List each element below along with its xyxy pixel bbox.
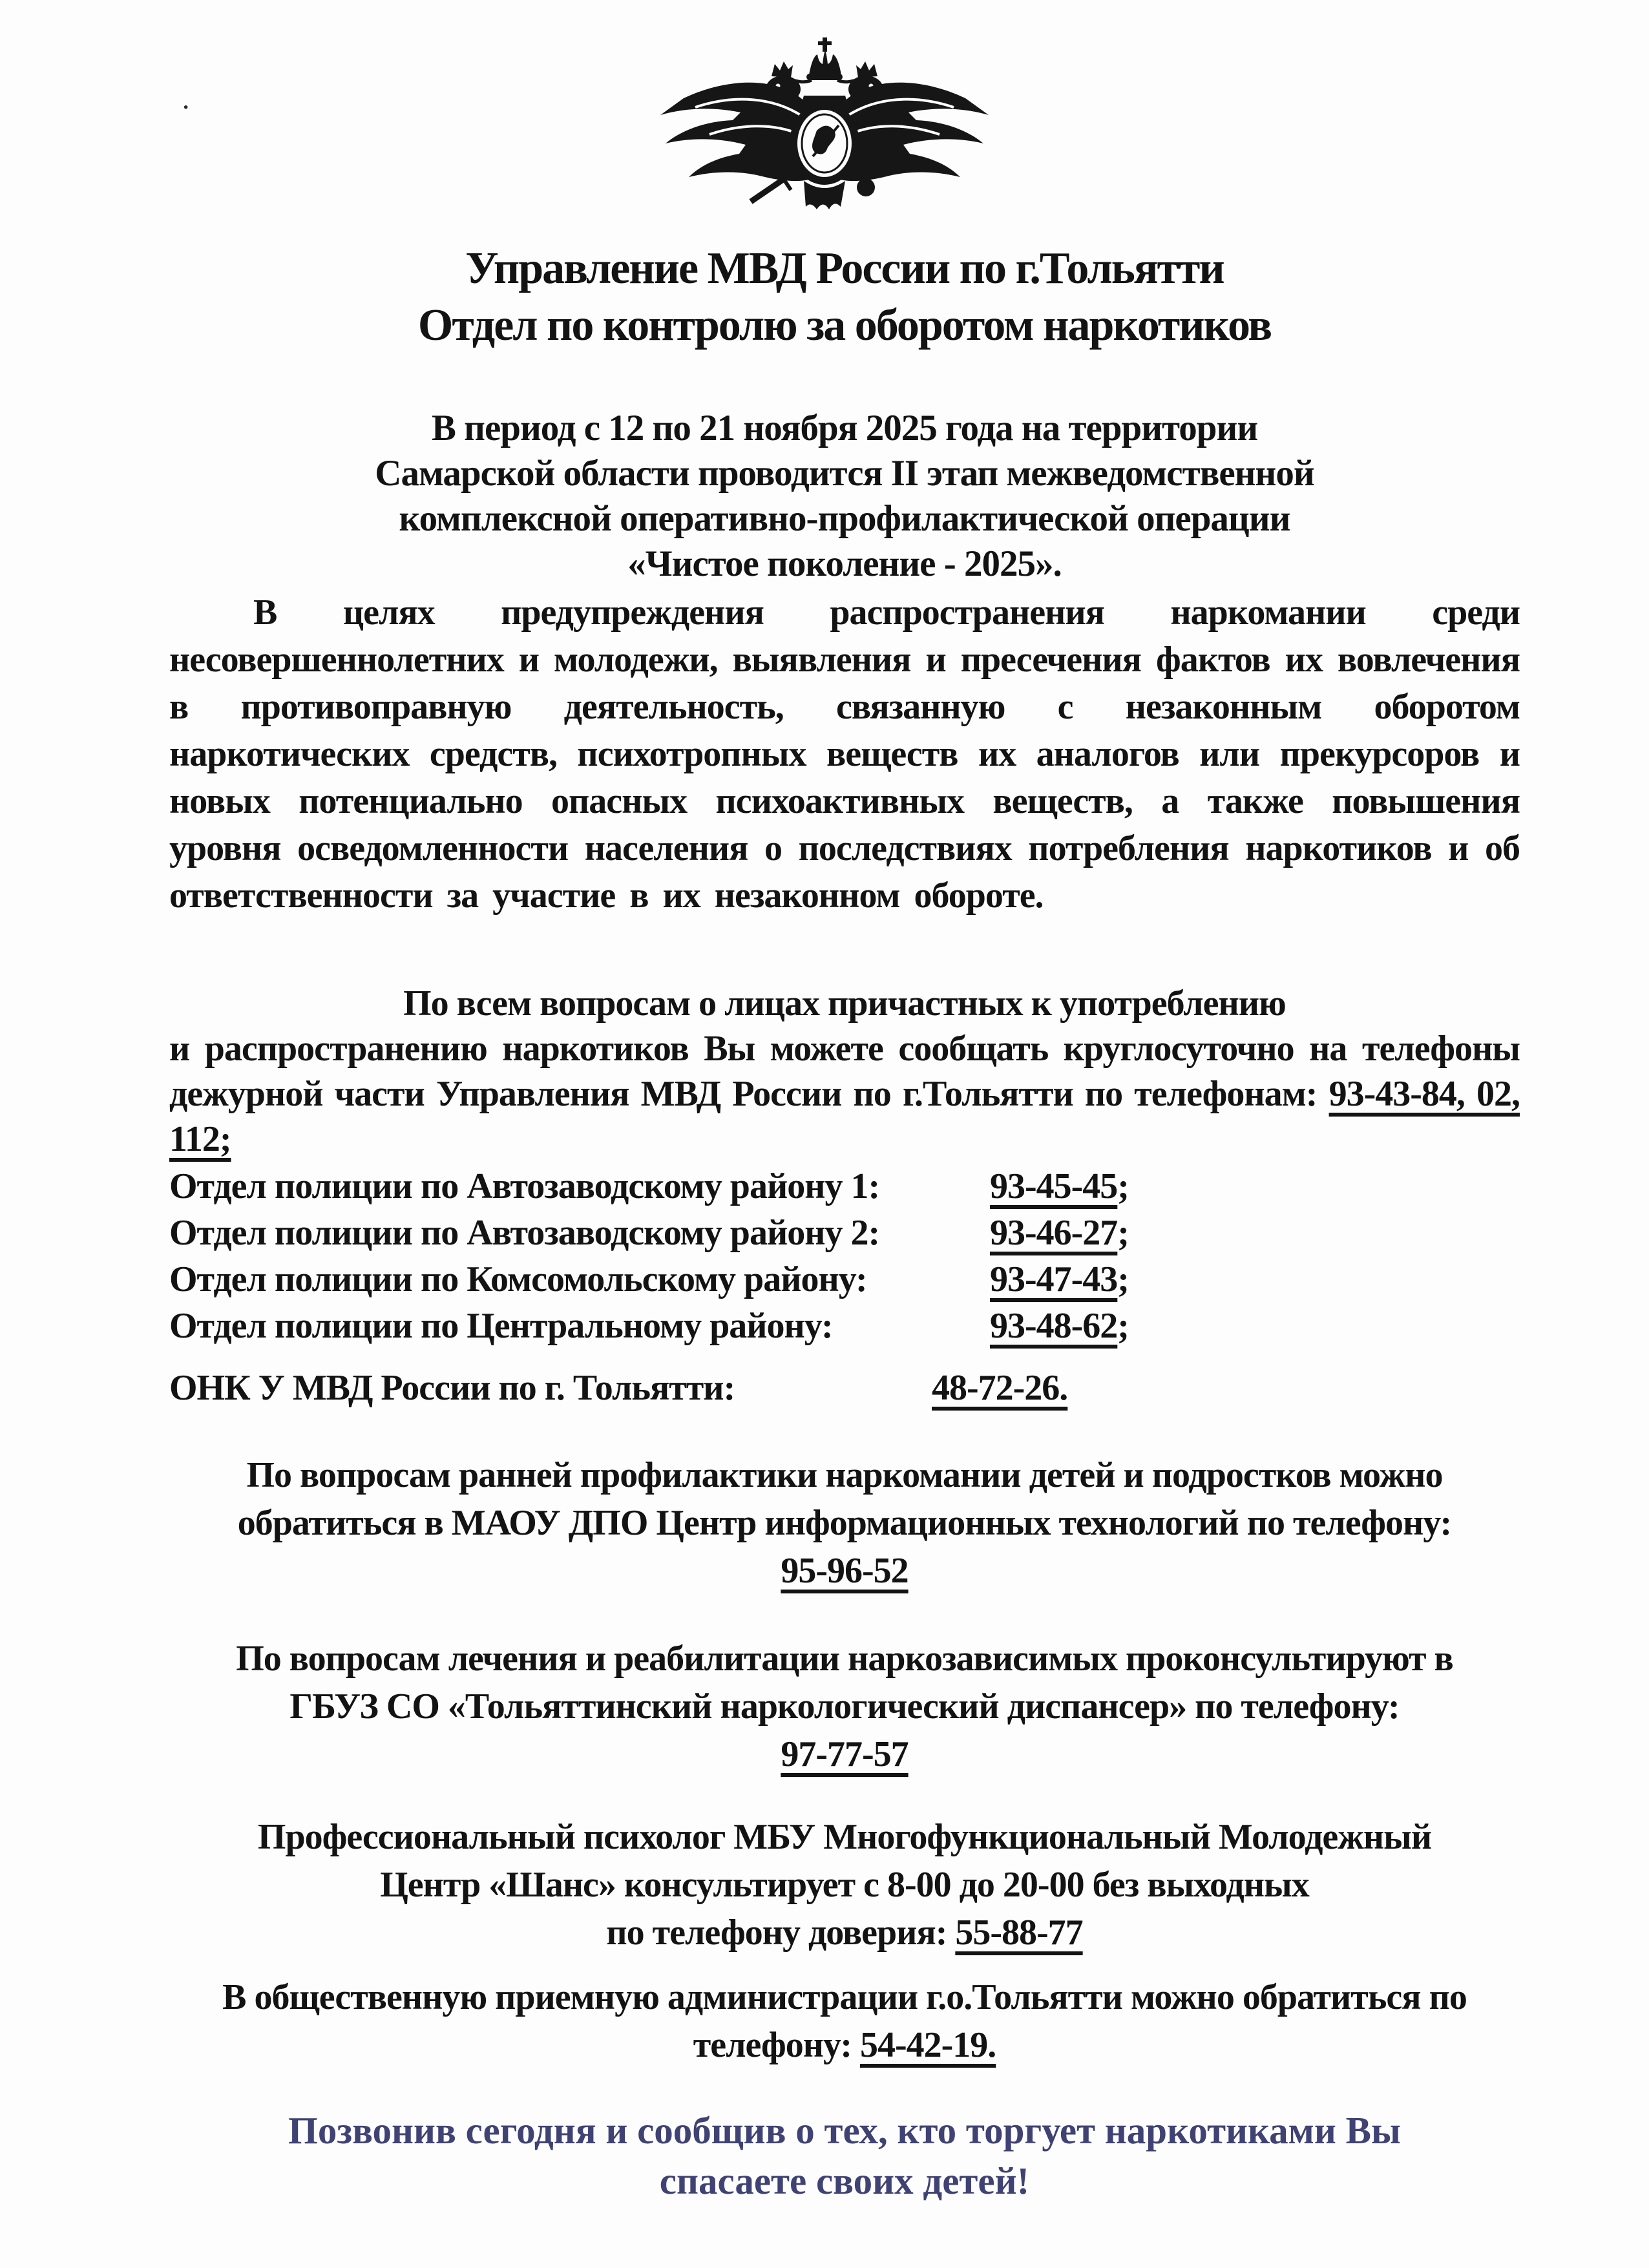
treatment-line1: По вопросам лечения и реабилитации наркозависимых проконсультируют в xyxy=(236,1639,1453,1679)
period-line: «Чистое поколение - 2025». xyxy=(627,543,1062,584)
administration-phone: 54-42-19. xyxy=(859,2025,996,2065)
psychologist-phone-prefix: по телефону доверия: xyxy=(606,1913,956,1953)
police-department-list xyxy=(169,1163,1520,1349)
administration-line1: В общественную приемную администрации г.о.Тольятти можно обратиться по xyxy=(222,1977,1467,2017)
operation-period-paragraph xyxy=(169,406,1520,587)
psychologist-line1: Профессиональный психолог МБУ Многофункциональный Молодежный xyxy=(257,1817,1432,1857)
administration-phone-prefix: телефону: xyxy=(693,2025,860,2065)
scan-artifact-dot: · xyxy=(182,96,189,120)
prevention-phone-line xyxy=(169,1547,1520,1595)
prevention-line2: обратиться в МАОУ ДПО Центр информационных технологий по телефону: xyxy=(237,1503,1452,1543)
administration-phone-line xyxy=(169,2021,1520,2069)
treatment-line2: ГБУЗ СО «Тольяттинский наркологический диспансер» по телефону: xyxy=(289,1686,1400,1727)
double-headed-eagle-icon xyxy=(650,34,999,227)
appeal-line2: спасаете своих детей! xyxy=(659,2159,1030,2202)
administration-section xyxy=(169,1973,1520,2069)
department-phone: 93-47-43; xyxy=(990,1259,1129,1299)
department-row xyxy=(169,1256,1520,1303)
report-body xyxy=(169,1026,1520,1162)
prevention-phone: 95-96-52 xyxy=(781,1551,909,1591)
report-first-line: По всем вопросам о лицах причастных к употреблению xyxy=(403,983,1286,1024)
period-line: комплексной оперативно-профилактической операции xyxy=(399,498,1290,539)
report-body-text: и распространению наркотиков Вы можете сообщать круглосуточно на телефоны дежурной части Управления МВД России по г.Тольятти по телефонам: xyxy=(169,1029,1520,1114)
prevention-section xyxy=(169,1451,1520,1595)
prevention-line1: По вопросам ранней профилактики наркомании детей и подростков можно xyxy=(246,1455,1443,1495)
department-phone: 93-48-62; xyxy=(990,1306,1129,1346)
org-title-line2: Отдел по контролю за оборотом наркотиков xyxy=(417,300,1272,350)
department-label: Отдел полиции по Центральному району: xyxy=(169,1306,833,1346)
psychologist-section xyxy=(169,1813,1520,1957)
org-title xyxy=(169,240,1520,354)
onk-label: ОНК У МВД России по г. Тольятти: xyxy=(169,1368,735,1408)
report-contacts-paragraph xyxy=(169,981,1520,1162)
psychologist-phone-line xyxy=(169,1909,1520,1957)
department-phone: 93-45-45; xyxy=(990,1166,1129,1206)
report-phone-numbers: 93-43-84, 02, 112; xyxy=(169,1074,1520,1159)
department-label: Отдел полиции по Комсомольскому району: xyxy=(169,1259,867,1299)
psychologist-line2: Центр «Шанс» консультирует с 8-00 до 20-00 без выходных xyxy=(380,1865,1309,1905)
department-phone: 93-46-27; xyxy=(990,1213,1129,1253)
department-row xyxy=(169,1303,1520,1349)
period-line: В период с 12 по 21 ноября 2025 года на территории xyxy=(431,408,1258,448)
onk-phone: 48-72-26. xyxy=(932,1368,1068,1408)
treatment-phone-line xyxy=(169,1730,1520,1778)
appeal-section xyxy=(169,2105,1520,2206)
operation-goals-paragraph: В целях предупреждения распространения наркомании среди несовершеннолетних и молодежи, выявления и пресечения фактов их вовлечения в противоправную деятельность, связанную с незаконным оборотом наркотических средств, психотропных веществ их аналогов или прекурсоров и новых потенциально опасных психоактивных веществ, а также повышения уровня осведомленности населения о последствиях потребления наркотиков и об ответственности за участие в их незаконном обороте. xyxy=(169,593,1520,916)
psychologist-phone: 55-88-77 xyxy=(955,1913,1083,1953)
department-row xyxy=(169,1163,1520,1210)
treatment-phone: 97-77-57 xyxy=(781,1734,909,1774)
department-label: Отдел полиции по Автозаводскому району 1: xyxy=(169,1166,880,1206)
org-title-line1: Управление МВД России по г.Тольятти xyxy=(465,244,1224,293)
period-line: Самарской области проводится II этап межведомственной xyxy=(375,453,1314,494)
department-label: Отдел полиции по Автозаводскому району 2: xyxy=(169,1213,880,1253)
treatment-section xyxy=(169,1635,1520,1778)
onk-contact-row xyxy=(169,1365,1520,1411)
appeal-line1: Позвонив сегодня и сообщив о тех, кто торгует наркотиками Вы xyxy=(288,2109,1401,2152)
department-row xyxy=(169,1210,1520,1256)
